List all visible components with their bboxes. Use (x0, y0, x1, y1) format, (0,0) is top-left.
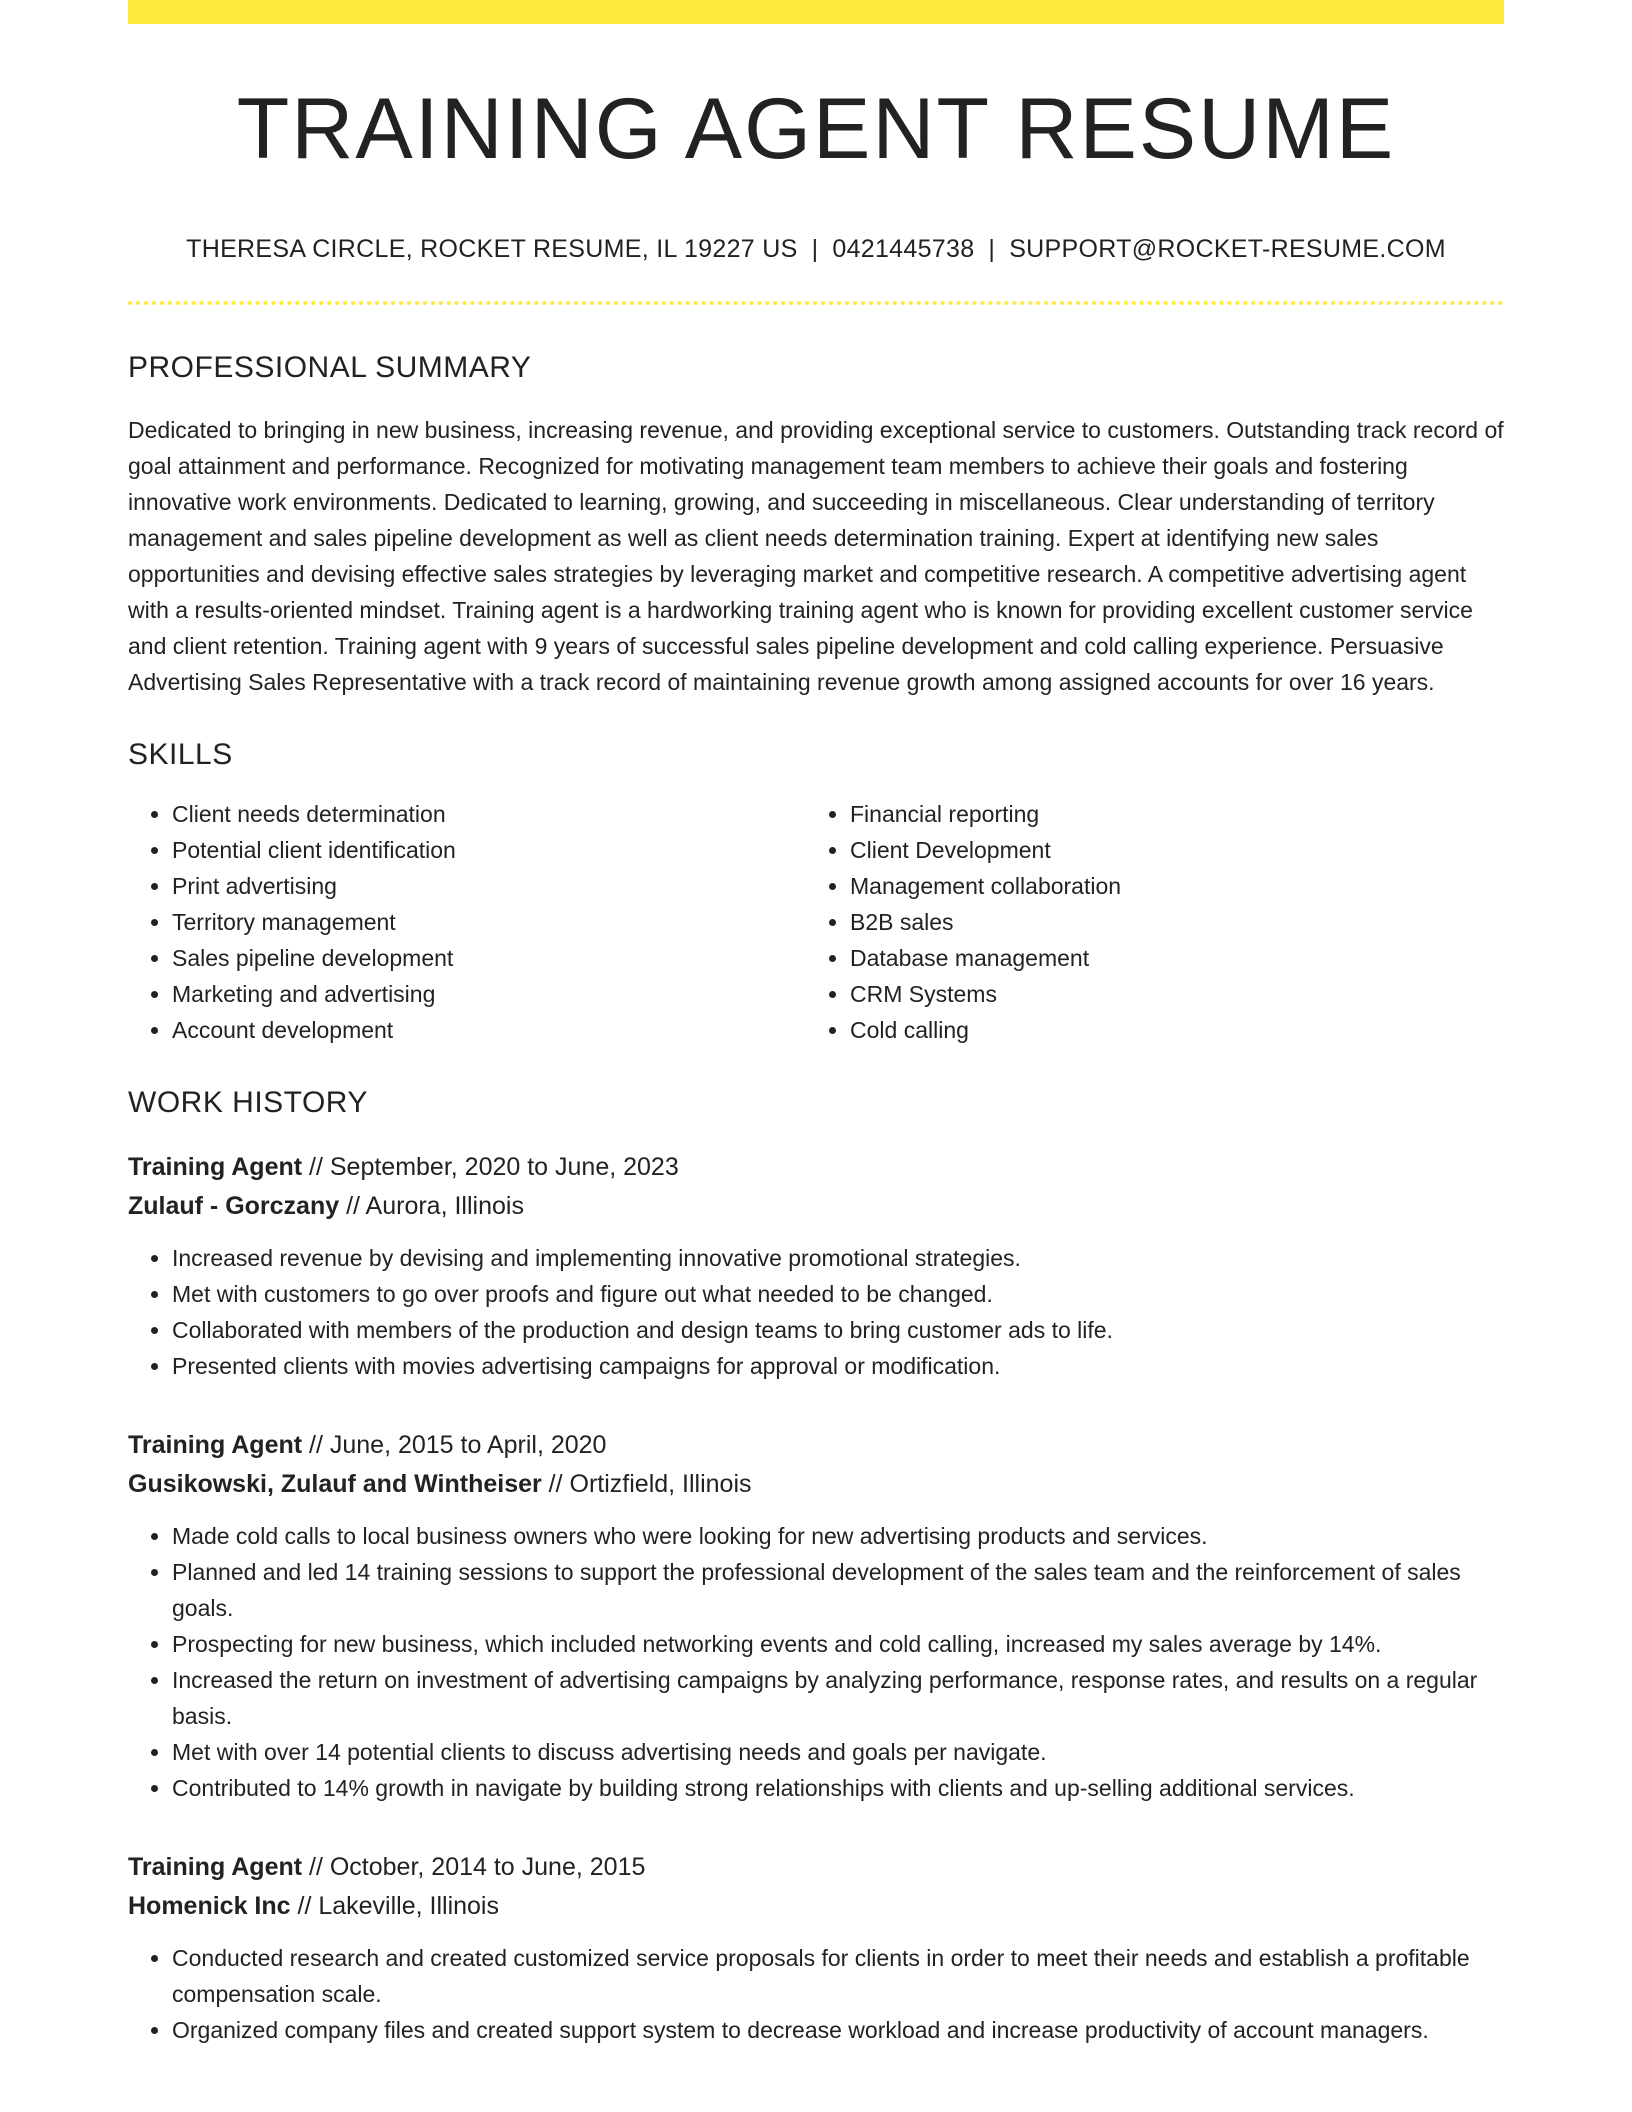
job-location: // Ortizfield, Illinois (541, 1469, 752, 1498)
job-title-line (128, 1848, 1504, 1926)
job-dates: // October, 2014 to June, 2015 (302, 1852, 646, 1881)
job-bullet: • Met with customers to go over proofs and figure out what needed to be changed. (172, 1276, 1504, 1312)
skill-item: • Management collaboration (850, 868, 1484, 904)
job-location: // Aurora, Illinois (339, 1191, 524, 1220)
job-bullet: • Increased the return on investment of advertising campaigns by analyzing performance, response rates, and results on a regular basis. (172, 1662, 1504, 1734)
summary-heading: PROFESSIONAL SUMMARY (128, 350, 532, 384)
skill-item: • Sales pipeline development (172, 940, 806, 976)
contact-address: THERESA CIRCLE, ROCKET RESUME, IL 19227 US (186, 234, 798, 263)
summary-text: Dedicated to bringing in new business, increasing revenue, and providing exceptional service to customers. Outstanding track record of goal attainment and performance. Recognized for motivating management team members to achieve their goals and fostering innovative work environments. Dedicated to learning, growing, and succeeding in miscellaneous. Clear understanding of territory management and sales pipeline development as well as client needs determination training. Expert at identifying new sales opportunities and devising effective sales strategies by leveraging market and competitive research. A competitive advertising agent with a results-oriented mindset. Training agent is a hardworking training agent who is known for providing excellent customer service and client retention. Training agent with 9 years of successful sales pipeline development and cold calling experience. Persuasive Advertising Sales Representative with a track record of maintaining revenue growth among assigned accounts for over 16 years. (128, 416, 1504, 695)
job-title-line (128, 1426, 1504, 1504)
skill-item: • Financial reporting (850, 796, 1484, 832)
job-bullets (128, 1940, 1504, 2048)
contact-line (128, 235, 1504, 264)
skills-heading: SKILLS (128, 737, 233, 771)
skill-item: • Territory management (172, 904, 806, 940)
job-bullet: • Contributed to 14% growth in navigate by building strong relationships with clients and up-selling additional services. (172, 1770, 1504, 1806)
job-bullet: • Made cold calls to local business owners who were looking for new advertising products and services. (172, 1518, 1504, 1554)
job-entry (128, 1148, 1504, 1384)
skill-item: • Client needs determination (172, 796, 806, 832)
job-bullet: • Planned and led 14 training sessions to support the professional development of the sales team and the reinforcement of sales goals. (172, 1554, 1504, 1626)
job-title: Training Agent (128, 1430, 303, 1459)
skills-list (128, 796, 1504, 1048)
job-bullet: • Met with over 14 potential clients to discuss advertising needs and goals per navigate. (172, 1734, 1504, 1770)
job-title-line (128, 1148, 1504, 1226)
skill-item: • Print advertising (172, 868, 806, 904)
job-entry (128, 1426, 1504, 1806)
job-company: Gusikowski, Zulauf and Wintheiser (128, 1469, 542, 1498)
job-bullet: • Organized company files and created support system to decrease workload and increase productivity of account managers. (172, 2012, 1504, 2048)
top-accent-bar (128, 0, 1504, 24)
skill-item: • Marketing and advertising (172, 976, 806, 1012)
job-title: Training Agent (128, 1852, 303, 1881)
job-bullets (128, 1518, 1504, 1806)
skill-item: • B2B sales (850, 904, 1484, 940)
job-bullet: • Presented clients with movies advertising campaigns for approval or modification. (172, 1348, 1504, 1384)
job-bullets (128, 1240, 1504, 1384)
skill-item: • Account development (172, 1012, 806, 1048)
skills-column-right (806, 796, 1484, 1048)
job-bullet: • Increased revenue by devising and implementing innovative promotional strategies. (172, 1240, 1504, 1276)
skill-item: • Database management (850, 940, 1484, 976)
job-company: Homenick Inc (128, 1891, 291, 1920)
contact-separator: | (811, 234, 819, 263)
resume-page (128, 0, 1504, 2048)
job-dates: // June, 2015 to April, 2020 (302, 1430, 607, 1459)
skill-item: • CRM Systems (850, 976, 1484, 1012)
work-history-heading: WORK HISTORY (128, 1085, 368, 1119)
resume-title: TRAINING AGENT RESUME (236, 81, 1396, 177)
contact-phone: 0421445738 (832, 234, 975, 263)
job-title: Training Agent (128, 1152, 303, 1181)
job-company: Zulauf - Gorczany (128, 1191, 340, 1220)
skills-column-left (128, 796, 806, 1048)
skill-item: • Potential client identification (172, 832, 806, 868)
skill-item: • Cold calling (850, 1012, 1484, 1048)
job-bullet: • Collaborated with members of the production and design teams to bring customer ads to life. (172, 1312, 1504, 1348)
contact-separator: | (988, 234, 996, 263)
dotted-divider (128, 301, 1504, 305)
job-location: // Lakeville, Illinois (290, 1891, 499, 1920)
job-bullet: • Prospecting for new business, which included networking events and cold calling, increased my sales average by 14%. (172, 1626, 1504, 1662)
job-entry (128, 1848, 1504, 2048)
contact-email: SUPPORT@ROCKET-RESUME.COM (1009, 234, 1446, 263)
skill-item: • Client Development (850, 832, 1484, 868)
job-bullet: • Conducted research and created customized service proposals for clients in order to meet their needs and establish a profitable compensation scale. (172, 1940, 1504, 2012)
job-dates: // September, 2020 to June, 2023 (302, 1152, 679, 1181)
